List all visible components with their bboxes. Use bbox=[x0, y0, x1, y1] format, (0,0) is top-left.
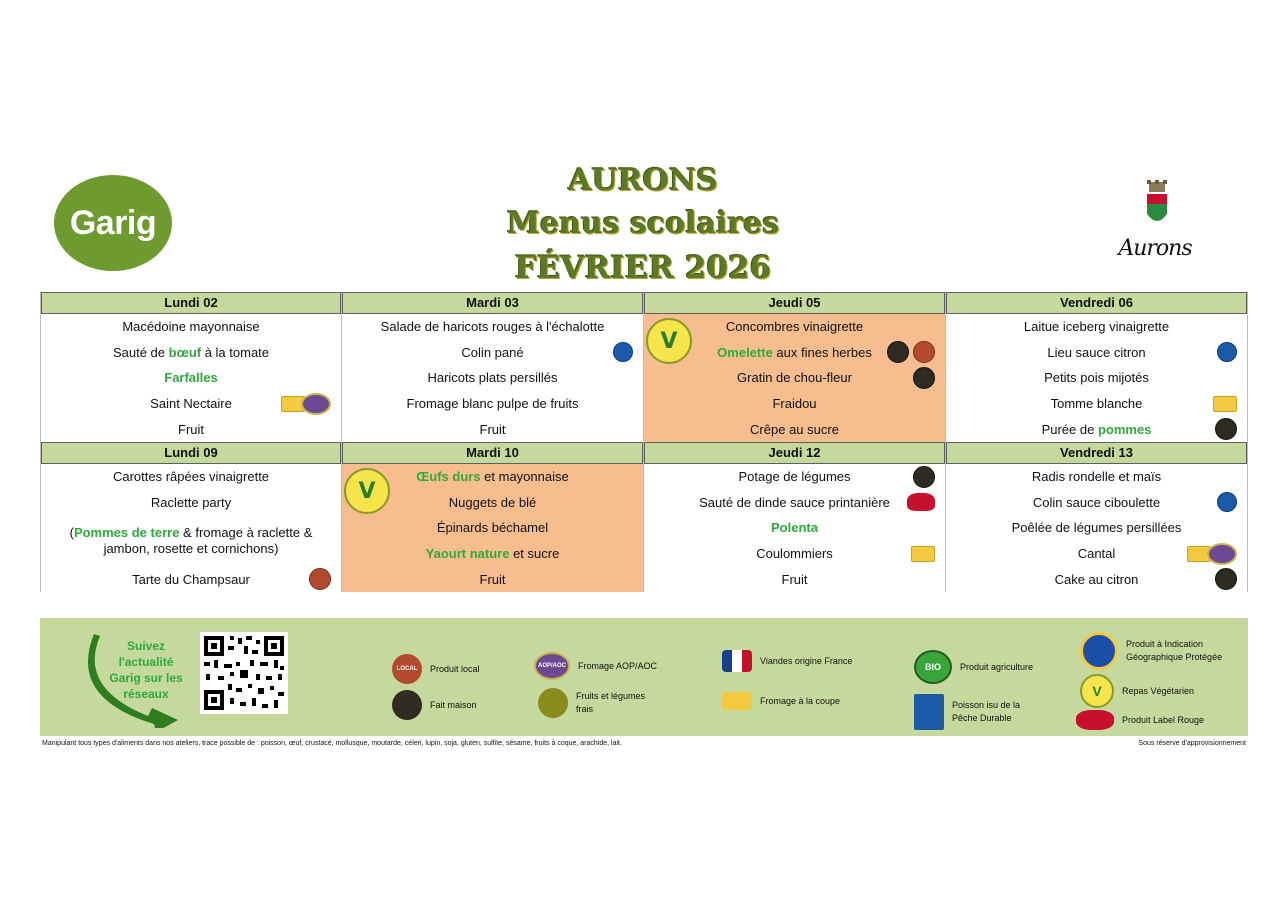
menu-item-text bbox=[461, 345, 523, 360]
menu-item-text bbox=[426, 546, 560, 561]
menu-item bbox=[342, 340, 643, 366]
menu-item bbox=[644, 340, 945, 366]
allergens-note: Manipulant tous types d'aliments dans nos ateliers, trace possible de : poisson, œuf, crustacé, mollusque, moutarde, céleri, lupin, soja, gluten, sulfite, sésame, fruits à coque, arachide, lait. bbox=[42, 740, 622, 747]
menu-text: et mayonnaise bbox=[480, 469, 569, 485]
menu-item bbox=[644, 490, 945, 516]
menu-item-text bbox=[151, 495, 231, 510]
day-header: Jeudi 12 bbox=[644, 442, 945, 464]
legend-fruits-label: Fruits et légumes frais bbox=[576, 691, 646, 714]
menu-item bbox=[41, 391, 341, 417]
legend-coupe bbox=[722, 692, 840, 710]
menu-item bbox=[644, 566, 945, 592]
day-items bbox=[946, 314, 1247, 442]
menu-text: Fruit bbox=[479, 571, 506, 587]
msc-icon bbox=[1217, 492, 1237, 512]
menu-text: à la tomate bbox=[201, 344, 270, 360]
menu-text: Radis rondelle et maïs bbox=[1031, 469, 1162, 485]
menu-item-text bbox=[61, 525, 321, 557]
menu-item bbox=[342, 416, 643, 442]
menu-text: Lieu sauce citron bbox=[1047, 344, 1146, 360]
day-column bbox=[644, 292, 946, 442]
menu-item-text bbox=[150, 396, 232, 411]
msc-fish-icon bbox=[914, 694, 944, 730]
menu-text: Tomme blanche bbox=[1050, 396, 1143, 412]
highlight-ingredient: pommes bbox=[1097, 421, 1152, 437]
maison-icon bbox=[1215, 568, 1237, 590]
menu-item-text bbox=[407, 396, 579, 411]
label-rouge-icon bbox=[1076, 710, 1114, 730]
menu-text: Fruit bbox=[178, 421, 204, 437]
menu-text: Fraidou bbox=[772, 396, 817, 412]
maison-icon bbox=[887, 341, 909, 363]
menu-text: Petits pois mijotés bbox=[1044, 370, 1149, 386]
menu-item-text bbox=[132, 572, 250, 587]
chef-hat-icon bbox=[392, 690, 422, 720]
legend-band bbox=[40, 618, 1248, 736]
menu-item-text bbox=[1047, 345, 1145, 360]
menu-item-text bbox=[750, 422, 839, 437]
day-items bbox=[644, 464, 945, 592]
menu-item bbox=[946, 464, 1247, 490]
menu-item-text bbox=[726, 319, 863, 334]
qr-code-icon[interactable] bbox=[200, 632, 288, 714]
menu-item bbox=[644, 541, 945, 567]
menu-text: Fruit bbox=[479, 421, 506, 437]
menu-item-text bbox=[1033, 495, 1160, 510]
menu-item bbox=[342, 566, 643, 592]
menu-item bbox=[41, 340, 341, 366]
menu-item-text bbox=[416, 469, 568, 484]
menu-item-text bbox=[699, 495, 890, 510]
day-column bbox=[644, 442, 946, 592]
menu-item bbox=[946, 416, 1247, 442]
menu-text: Poêlée de légumes persillées bbox=[1011, 520, 1182, 536]
menu-item-text bbox=[164, 370, 217, 385]
day-items bbox=[946, 464, 1247, 592]
menu-item bbox=[41, 365, 341, 391]
day-header: Lundi 02 bbox=[41, 292, 341, 314]
menu-text: Gratin de chou-fleur bbox=[737, 370, 852, 386]
day-items bbox=[41, 464, 341, 592]
day-column bbox=[946, 292, 1248, 442]
menu-item-text bbox=[717, 345, 872, 360]
day-items bbox=[342, 314, 643, 442]
menu-text: Sauté de bbox=[112, 344, 169, 360]
menu-item-text bbox=[113, 345, 269, 360]
menu-text: Purée de bbox=[1041, 421, 1098, 437]
france-flag-icon bbox=[722, 650, 752, 672]
aop-icon bbox=[301, 393, 331, 415]
highlight-ingredient: Yaourt nature bbox=[425, 546, 510, 562]
legend-label-rouge bbox=[1076, 710, 1204, 730]
menu-item bbox=[946, 314, 1247, 340]
menu-item-text bbox=[113, 469, 269, 484]
day-header: Mardi 10 bbox=[342, 442, 643, 464]
menu-item-text bbox=[1012, 520, 1182, 535]
menu-item bbox=[41, 566, 341, 592]
msc-icon bbox=[1217, 342, 1237, 362]
legend-vege-label: Repas Végétarien bbox=[1122, 685, 1195, 696]
menu-text: Cake au citron bbox=[1054, 571, 1139, 587]
menu-item-text bbox=[449, 495, 536, 510]
legend-fruits bbox=[538, 688, 646, 718]
day-column bbox=[40, 292, 342, 442]
menu-text: Macédoine mayonnaise bbox=[122, 319, 260, 335]
menu-item-text bbox=[122, 319, 259, 334]
legend-aop bbox=[534, 652, 657, 680]
menu-item bbox=[644, 365, 945, 391]
menu-item bbox=[342, 490, 643, 516]
legend-label-rouge-label: Produit Label Rouge bbox=[1122, 714, 1205, 725]
follow-text: Suivez l'actualité Garig sur les réseaux bbox=[109, 639, 183, 701]
menu-item-text bbox=[1044, 370, 1149, 385]
legend-igp-label: Produit à Indication Géographique Protégée bbox=[1126, 639, 1223, 662]
day-header: Vendredi 13 bbox=[946, 442, 1247, 464]
menu-item bbox=[41, 416, 341, 442]
aop-icon: AOP/AOC bbox=[534, 652, 570, 680]
legend-igp bbox=[1080, 632, 1236, 670]
day-column bbox=[342, 442, 644, 592]
menu-text: Crêpe au sucre bbox=[750, 421, 839, 437]
menu-item-text bbox=[480, 572, 506, 587]
aop-icon bbox=[1207, 543, 1237, 565]
title-menus: Menus scolaires bbox=[506, 206, 780, 241]
legend-maison-label: Fait maison bbox=[430, 699, 477, 710]
legend-aop-label: Fromage AOP/AOC bbox=[578, 660, 658, 671]
menu-item bbox=[946, 515, 1247, 541]
maison-icon bbox=[913, 466, 935, 488]
vegetarian-icon: V bbox=[1080, 674, 1114, 708]
legend-peche-label: Poisson isu de la Pêche Durable bbox=[952, 700, 1021, 723]
legend-maison bbox=[392, 690, 477, 720]
menu-item-text bbox=[1032, 469, 1161, 484]
vegetarian-icon: V bbox=[344, 468, 390, 514]
menu-item-text bbox=[738, 469, 850, 484]
menu-text: ( bbox=[69, 524, 74, 540]
menu-item bbox=[946, 340, 1247, 366]
menu-item bbox=[41, 314, 341, 340]
legend-peche bbox=[914, 694, 1036, 730]
day-items bbox=[644, 314, 945, 442]
menu-item-text bbox=[178, 422, 204, 437]
day-header: Mardi 03 bbox=[342, 292, 643, 314]
menu-text: Carottes râpées vinaigrette bbox=[112, 469, 270, 485]
day-column bbox=[342, 292, 644, 442]
menu-item-text bbox=[1024, 319, 1169, 334]
garig-logo bbox=[54, 175, 172, 271]
menu-text: Colin sauce ciboulette bbox=[1032, 494, 1161, 510]
menu-item bbox=[41, 515, 341, 566]
garig-logo-text: Garig bbox=[69, 203, 157, 242]
menu-item bbox=[342, 391, 643, 417]
day-header: Jeudi 05 bbox=[644, 292, 945, 314]
week-1 bbox=[40, 292, 1248, 442]
menu-item bbox=[946, 566, 1247, 592]
legend-bio-label: Produit agriculture bbox=[960, 661, 1034, 672]
local-icon bbox=[309, 568, 331, 590]
week-2 bbox=[40, 442, 1248, 592]
highlight-ingredient: Pommes de terre bbox=[73, 524, 180, 540]
menu-text: Colin pané bbox=[461, 344, 524, 360]
menu-item-text bbox=[437, 520, 548, 535]
menu-item bbox=[946, 365, 1247, 391]
menu-text: Potage de légumes bbox=[738, 469, 851, 485]
cheese-icon bbox=[722, 692, 752, 710]
menu-text: Haricots plats persillés bbox=[427, 370, 558, 386]
legend-viandes-label: Viandes origine France bbox=[760, 655, 853, 666]
igp-icon bbox=[1080, 632, 1118, 670]
menu-item bbox=[342, 365, 643, 391]
menu-item bbox=[644, 515, 945, 541]
menu-text: Épinards béchamel bbox=[436, 520, 549, 536]
menu-item-text bbox=[771, 520, 818, 535]
menu-text: Cantal bbox=[1077, 546, 1116, 562]
local-icon: LOCAL bbox=[392, 654, 422, 684]
title-town: AURONS bbox=[568, 163, 718, 198]
menu-text: Saint Nectaire bbox=[150, 396, 232, 412]
cheese-icon bbox=[1213, 396, 1237, 412]
maison-icon bbox=[913, 367, 935, 389]
bio-icon: BIO bbox=[914, 650, 952, 684]
aurons-logo bbox=[1112, 180, 1198, 264]
aurons-logo-text: Aurons bbox=[1118, 236, 1192, 261]
menu-item bbox=[946, 490, 1247, 516]
label-icon bbox=[907, 493, 935, 511]
menu-item bbox=[342, 541, 643, 567]
maison-icon bbox=[1215, 418, 1237, 440]
legend-coupe-label: Fromage à la coupe bbox=[760, 695, 841, 706]
reserve-note: Sous réserve d'approvisionnement bbox=[1138, 740, 1246, 747]
legend-bio bbox=[914, 650, 1033, 684]
cheese-icon bbox=[911, 546, 935, 562]
menu-text: Fruit bbox=[781, 571, 808, 587]
menu-grid bbox=[40, 292, 1248, 594]
menu-item bbox=[41, 490, 341, 516]
menu-item-text bbox=[1051, 396, 1143, 411]
menu-item-text bbox=[737, 370, 852, 385]
menu-item-text bbox=[1078, 546, 1116, 561]
menu-item bbox=[644, 314, 945, 340]
menu-item-text bbox=[427, 370, 557, 385]
menu-item-text bbox=[381, 319, 605, 334]
menu-text: Concombres vinaigrette bbox=[725, 319, 864, 335]
menu-item-text bbox=[756, 546, 833, 561]
menu-item-text bbox=[772, 396, 816, 411]
legend-local-label: Produit local bbox=[430, 663, 480, 674]
menu-item bbox=[342, 314, 643, 340]
crest-icon bbox=[1144, 180, 1170, 230]
menu-text: Salade de haricots rouges à l'échalotte bbox=[380, 319, 605, 335]
vegetarian-icon: V bbox=[646, 318, 692, 364]
menu-text: aux fines herbes bbox=[772, 344, 872, 360]
menu-item bbox=[342, 464, 643, 490]
menu-text: et sucre bbox=[509, 546, 560, 562]
menu-text: Fromage blanc pulpe de fruits bbox=[406, 396, 579, 412]
menu-item bbox=[41, 464, 341, 490]
menu-text: Tarte du Champsaur bbox=[132, 571, 250, 587]
day-header: Vendredi 06 bbox=[946, 292, 1247, 314]
menu-item bbox=[644, 464, 945, 490]
day-header: Lundi 09 bbox=[41, 442, 341, 464]
day-items bbox=[41, 314, 341, 442]
day-items bbox=[342, 464, 643, 592]
title-month: FÉVRIER 2026 bbox=[514, 250, 772, 286]
legend-vege bbox=[1080, 674, 1194, 708]
page-title bbox=[340, 160, 946, 290]
highlight-ingredient: Farfalles bbox=[164, 370, 218, 386]
fruits-icon bbox=[538, 688, 568, 718]
menu-item bbox=[644, 416, 945, 442]
highlight-ingredient: Omelette bbox=[717, 344, 773, 360]
day-column bbox=[40, 442, 342, 592]
day-column bbox=[946, 442, 1248, 592]
menu-item bbox=[342, 515, 643, 541]
menu-item-text bbox=[480, 422, 506, 437]
menu-text: Laitue iceberg vinaigrette bbox=[1023, 319, 1170, 335]
menu-text: Coulommiers bbox=[756, 546, 833, 562]
highlight-ingredient: Œufs durs bbox=[416, 469, 481, 485]
menu-item-text bbox=[1055, 572, 1139, 587]
menu-text: Sauté de dinde sauce printanière bbox=[699, 494, 890, 510]
legend-local bbox=[392, 654, 480, 684]
highlight-ingredient: Polenta bbox=[771, 520, 818, 536]
menu-item-text bbox=[1042, 422, 1152, 437]
menu-item bbox=[946, 391, 1247, 417]
legend-viandes bbox=[722, 650, 852, 672]
menu-item bbox=[644, 391, 945, 417]
local-icon bbox=[913, 341, 935, 363]
menu-item-text bbox=[782, 572, 808, 587]
menu-text: Raclette party bbox=[150, 494, 232, 510]
msc-icon bbox=[613, 342, 633, 362]
menu-text: Nuggets de blé bbox=[448, 494, 537, 510]
menu-item bbox=[946, 541, 1247, 567]
highlight-ingredient: bœuf bbox=[168, 344, 202, 360]
menu-text: & fromage à raclette & jambon, rosette et cornichons) bbox=[103, 524, 313, 556]
